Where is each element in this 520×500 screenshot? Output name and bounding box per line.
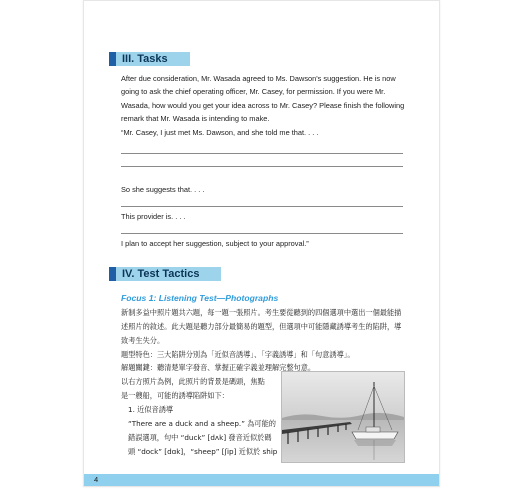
tasks-para-line-4: remark that Mr. Wasada is intending to make. — [121, 114, 270, 123]
tactics-line-6: 以右方照片為例，此照片的背景是碼頭，焦點 — [121, 377, 265, 386]
boat-dock-photo — [281, 371, 405, 463]
answer-line-2[interactable] — [121, 166, 403, 167]
tasks-heading-text: III. Tasks — [116, 52, 190, 66]
page-number: 4 — [94, 475, 99, 484]
tactics-line-11: 頭 “dock” [dɑk]，“sheep” [ʃip] 近似於 ship — [128, 447, 278, 456]
boat-dock-illustration — [282, 372, 404, 462]
focus-title: Focus 1: Listening Test—Photographs — [121, 293, 279, 303]
heading-marker — [109, 267, 116, 281]
answer-line-3[interactable] — [121, 206, 403, 207]
tasks-para-line-1: After due consideration, Mr. Wasada agreed to Ms. Dawson's suggestion. He is now — [121, 74, 396, 83]
answer-line-4[interactable] — [121, 233, 403, 234]
tactics-line-8: 1. 近似音誘導 — [128, 405, 174, 414]
tasks-para-line-3: Wasada, how would you get your idea across to Mr. Casey? Please finish the following — [121, 101, 405, 110]
tactics-heading — [109, 266, 221, 281]
tasks-para-line-2: going to ask the chief operating officer, Mr. Casey, for permission. If you were Mr. — [121, 87, 386, 96]
tactics-line-10: 錯誤選項，句中 “duck” [dʌk] 發音近似於碼 — [128, 433, 272, 442]
book-page — [83, 0, 440, 487]
tactics-line-7: 是一艘船，可能的誘導陷阱如下： — [121, 391, 229, 400]
page-footer — [84, 474, 439, 486]
tactics-line-9: “There are a duck and a sheep.” 為可能的 — [128, 419, 276, 428]
tactics-line-5: 解題關鍵：聽清楚單字發音、掌握正確字義並理解完整句意。 — [121, 363, 316, 372]
tactics-line-4: 題型特色：三大陷阱分別為「近似音誘導」、「字義誘導」和「句意誘導」。 — [121, 350, 355, 359]
heading-marker — [109, 52, 116, 66]
tactics-line-1: 新制多益中照片題共六題，每一題一張照片。考生要從聽到的四個選項中選出一個最能描 — [121, 308, 402, 317]
tactics-line-2: 述照片的敘述。此大題是聽力部分最簡易的題型，但選項中可能隱藏誘導考生的陷阱，導 — [121, 322, 402, 331]
quote-end: I plan to accept her suggestion, subject to your approval.” — [121, 239, 309, 248]
provider-prompt: This provider is. . . . — [121, 212, 186, 221]
tactics-line-3: 致考生失分。 — [121, 336, 165, 345]
quote-start: “Mr. Casey, I just met Ms. Dawson, and she told me that. . . . — [121, 128, 319, 137]
tactics-heading-text: IV. Test Tactics — [116, 267, 221, 281]
suggests-prompt: So she suggests that. . . . — [121, 185, 205, 194]
tasks-heading — [109, 51, 190, 66]
answer-line-1[interactable] — [121, 153, 403, 154]
